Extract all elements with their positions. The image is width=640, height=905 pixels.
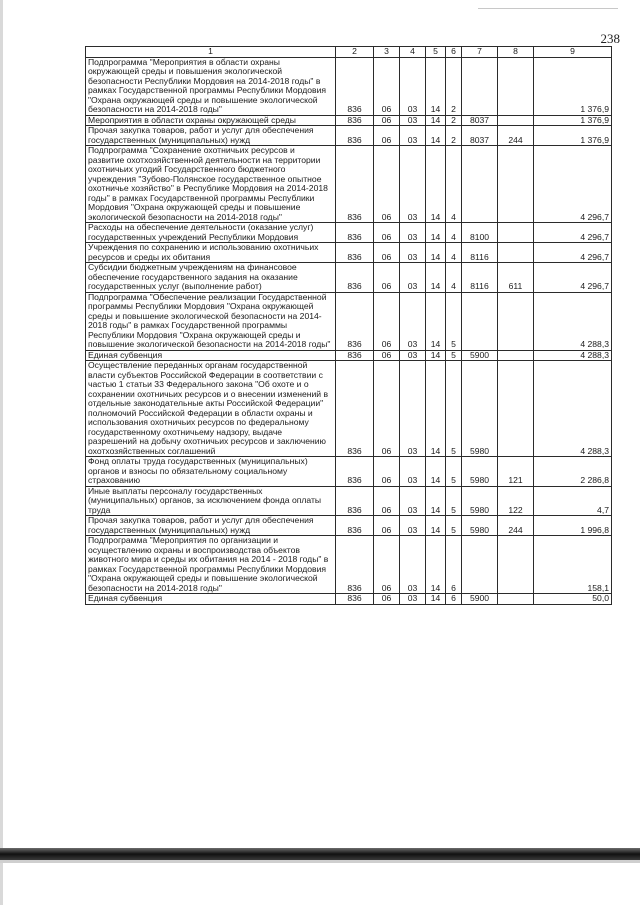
cell-section: 06 xyxy=(374,457,400,487)
cell-amount: 4,7 xyxy=(534,486,612,516)
cell-target-item xyxy=(462,292,498,350)
cell-section: 06 xyxy=(374,57,400,115)
budget-table xyxy=(85,46,612,605)
cell-name: Осуществление переданных органам государственной власти субъектов Российской Федерации в соответствии с частью 1 статьи 33 Федерального закона "Об охоте и о сохранении охотничьих ресурсов и о внесении изменений в отдельные законодательные акты Российской Федерации" полномочий Российской Федерации в области охраны и использования охотничьих ресурсов по федеральному государственному охотничьему надзору, выдаче разрешений на добычу охотничьих ресурсов и заключению охотхозяйственных соглашений xyxy=(86,361,336,457)
cell-name: Расходы на обеспечение деятельности (оказание услуг) государственных учреждений Республики Мордовия xyxy=(86,223,336,243)
cell-subprogram: 5 xyxy=(446,457,462,487)
cell-section: 06 xyxy=(374,350,400,361)
cell-amount: 4 296,7 xyxy=(534,223,612,243)
cell-section: 06 xyxy=(374,292,400,350)
cell-amount: 4 288,3 xyxy=(534,361,612,457)
cell-name: Фонд оплаты труда государственных (муниципальных) органов и взносы по обязательному социальному страхованию xyxy=(86,457,336,487)
cell-program: 14 xyxy=(426,243,446,263)
cell-name: Мероприятия в области охраны окружающей среды xyxy=(86,115,336,126)
cell-subprogram: 5 xyxy=(446,516,462,536)
cell-code: 836 xyxy=(336,223,374,243)
cell-code: 836 xyxy=(336,536,374,594)
cell-name: Подпрограмма "Мероприятия в области охраны окружающей среды и повышения экологической безопасности Республики Мордовия на 2014-2018 годы" в рамках Государственной программы Республики Мордовия "Охрана окружающей среды и повышение экологической безопасности на 2014-2018 годы" xyxy=(86,57,336,115)
cell-amount: 4 296,7 xyxy=(534,243,612,263)
cell-subprogram: 5 xyxy=(446,361,462,457)
cell-code: 836 xyxy=(336,243,374,263)
cell-target-item: 5900 xyxy=(462,594,498,605)
cell-subsection: 03 xyxy=(400,57,426,115)
cell-expense-type: 122 xyxy=(498,486,534,516)
cell-name: Прочая закупка товаров, работ и услуг для обеспечения государственных (муниципальных) нужд xyxy=(86,126,336,146)
cell-subprogram: 2 xyxy=(446,57,462,115)
cell-subsection: 03 xyxy=(400,126,426,146)
cell-section: 06 xyxy=(374,361,400,457)
cell-expense-type xyxy=(498,146,534,223)
table-row xyxy=(86,57,612,115)
column-header: 1 xyxy=(86,47,336,58)
cell-section: 06 xyxy=(374,263,400,293)
header-row xyxy=(86,47,612,58)
cell-amount: 50,0 xyxy=(534,594,612,605)
cell-expense-type xyxy=(498,361,534,457)
cell-expense-type xyxy=(498,57,534,115)
column-header: 5 xyxy=(426,47,446,58)
cell-name: Единая субвенция xyxy=(86,594,336,605)
cell-expense-type xyxy=(498,115,534,126)
cell-name: Подпрограмма "Сохранение охотничьих ресурсов и развитие охотхозяйственной деятельности на территории охотничьих угодий Государственного бюджетного учреждения "Зубово-Полянское государственное опытное охотничье хозяйство" в Республике Мордовия на 2014-2018 годы" в рамках Государственной программы Республики Мордовия "Охрана окружающей среды и повышение экологической безопасности на 2014-2018 годы" xyxy=(86,146,336,223)
cell-section: 06 xyxy=(374,486,400,516)
cell-expense-type xyxy=(498,536,534,594)
cell-code: 836 xyxy=(336,361,374,457)
cell-code: 836 xyxy=(336,486,374,516)
cell-subsection: 03 xyxy=(400,263,426,293)
cell-target-item: 5980 xyxy=(462,486,498,516)
cell-section: 06 xyxy=(374,594,400,605)
table-row xyxy=(86,263,612,293)
cell-target-item xyxy=(462,146,498,223)
cell-section: 06 xyxy=(374,223,400,243)
table-row xyxy=(86,126,612,146)
cell-target-item: 8100 xyxy=(462,223,498,243)
cell-target-item xyxy=(462,57,498,115)
cell-expense-type: 611 xyxy=(498,263,534,293)
cell-amount: 1 376,9 xyxy=(534,126,612,146)
table-row xyxy=(86,223,612,243)
cell-program: 14 xyxy=(426,292,446,350)
table-row xyxy=(86,594,612,605)
table-row xyxy=(86,292,612,350)
table-row xyxy=(86,146,612,223)
cell-name: Подпрограмма "Мероприятия по организации и осуществлению охраны и воспроизводства объектов животного мира и среды их обитания на 2014 - 2018 годы" в рамках Государственной программы Республики Мордовия "Охрана окружающей среды и повышение экологической безопасности на 2014-2018 годы" xyxy=(86,536,336,594)
cell-subsection: 03 xyxy=(400,223,426,243)
cell-subprogram: 2 xyxy=(446,115,462,126)
cell-section: 06 xyxy=(374,516,400,536)
table-row xyxy=(86,457,612,487)
cell-expense-type xyxy=(498,292,534,350)
cell-code: 836 xyxy=(336,350,374,361)
cell-code: 836 xyxy=(336,516,374,536)
cell-subprogram: 4 xyxy=(446,243,462,263)
cell-code: 836 xyxy=(336,263,374,293)
table-body xyxy=(86,57,612,604)
cell-subsection: 03 xyxy=(400,115,426,126)
cell-section: 06 xyxy=(374,243,400,263)
cell-target-item xyxy=(462,536,498,594)
cell-program: 14 xyxy=(426,486,446,516)
cell-subprogram: 5 xyxy=(446,292,462,350)
cell-amount: 4 296,7 xyxy=(534,263,612,293)
cell-program: 14 xyxy=(426,263,446,293)
cell-code: 836 xyxy=(336,57,374,115)
cell-expense-type xyxy=(498,594,534,605)
cell-program: 14 xyxy=(426,516,446,536)
cell-program: 14 xyxy=(426,361,446,457)
cell-subsection: 03 xyxy=(400,361,426,457)
cell-target-item: 8116 xyxy=(462,263,498,293)
cell-expense-type: 244 xyxy=(498,126,534,146)
table-row xyxy=(86,486,612,516)
cell-amount: 2 286,8 xyxy=(534,457,612,487)
scan-mark xyxy=(478,8,618,9)
cell-subsection: 03 xyxy=(400,350,426,361)
cell-section: 06 xyxy=(374,536,400,594)
cell-code: 836 xyxy=(336,457,374,487)
cell-amount: 4 288,3 xyxy=(534,292,612,350)
cell-expense-type: 121 xyxy=(498,457,534,487)
cell-amount: 4 288,3 xyxy=(534,350,612,361)
cell-subsection: 03 xyxy=(400,243,426,263)
column-header: 2 xyxy=(336,47,374,58)
cell-expense-type xyxy=(498,350,534,361)
cell-expense-type xyxy=(498,243,534,263)
cell-code: 836 xyxy=(336,115,374,126)
cell-name: Подпрограмма "Обеспечение реализации Государственной программы Республики Мордовия "Охрана окружающей среды и повышение экологической безопасности на 2014-2018 годы" в рамках Государственной программы Республики Мордовия "Охрана окружающей среды и повышение экологической безопасности на 2014-2018 годы" xyxy=(86,292,336,350)
cell-program: 14 xyxy=(426,457,446,487)
scan-edge xyxy=(0,0,3,905)
cell-section: 06 xyxy=(374,146,400,223)
scan-bottom-band xyxy=(0,848,640,860)
cell-amount: 158,1 xyxy=(534,536,612,594)
cell-program: 14 xyxy=(426,594,446,605)
table-row xyxy=(86,350,612,361)
cell-amount: 1 376,9 xyxy=(534,115,612,126)
cell-name: Учреждения по сохранению и использованию охотничьих ресурсов и среды их обитания xyxy=(86,243,336,263)
cell-program: 14 xyxy=(426,536,446,594)
cell-subsection: 03 xyxy=(400,536,426,594)
column-header: 6 xyxy=(446,47,462,58)
cell-subprogram: 5 xyxy=(446,486,462,516)
cell-subsection: 03 xyxy=(400,457,426,487)
cell-subprogram: 6 xyxy=(446,536,462,594)
cell-program: 14 xyxy=(426,57,446,115)
cell-subsection: 03 xyxy=(400,146,426,223)
cell-program: 14 xyxy=(426,126,446,146)
cell-subsection: 03 xyxy=(400,486,426,516)
cell-subsection: 03 xyxy=(400,594,426,605)
column-header: 4 xyxy=(400,47,426,58)
table-row xyxy=(86,361,612,457)
cell-subprogram: 6 xyxy=(446,594,462,605)
column-header: 7 xyxy=(462,47,498,58)
table-row xyxy=(86,115,612,126)
cell-amount: 4 296,7 xyxy=(534,146,612,223)
column-header: 8 xyxy=(498,47,534,58)
cell-expense-type: 244 xyxy=(498,516,534,536)
cell-code: 836 xyxy=(336,292,374,350)
cell-name: Единая субвенция xyxy=(86,350,336,361)
cell-amount: 1 996,8 xyxy=(534,516,612,536)
column-header: 3 xyxy=(374,47,400,58)
cell-subsection: 03 xyxy=(400,516,426,536)
cell-program: 14 xyxy=(426,146,446,223)
table-row xyxy=(86,516,612,536)
cell-expense-type xyxy=(498,223,534,243)
cell-program: 14 xyxy=(426,115,446,126)
cell-subprogram: 2 xyxy=(446,126,462,146)
cell-target-item: 5980 xyxy=(462,516,498,536)
cell-code: 836 xyxy=(336,126,374,146)
cell-name: Прочая закупка товаров, работ и услуг для обеспечения государственных (муниципальных) нужд xyxy=(86,516,336,536)
cell-program: 14 xyxy=(426,350,446,361)
cell-section: 06 xyxy=(374,115,400,126)
cell-subprogram: 4 xyxy=(446,263,462,293)
cell-target-item: 8037 xyxy=(462,115,498,126)
cell-subprogram: 5 xyxy=(446,350,462,361)
cell-target-item: 5980 xyxy=(462,457,498,487)
cell-amount: 1 376,9 xyxy=(534,57,612,115)
cell-target-item: 5900 xyxy=(462,350,498,361)
cell-subsection: 03 xyxy=(400,292,426,350)
cell-name: Иные выплаты персоналу государственных (муниципальных) органов, за исключением фонда оплаты труда xyxy=(86,486,336,516)
cell-target-item: 8116 xyxy=(462,243,498,263)
scan-bottom-shadow xyxy=(0,860,640,863)
cell-target-item: 5980 xyxy=(462,361,498,457)
column-header: 9 xyxy=(534,47,612,58)
cell-name: Субсидии бюджетным учреждениям на финансовое обеспечение государственного задания на оказание государственных услуг (выполнение работ) xyxy=(86,263,336,293)
cell-section: 06 xyxy=(374,126,400,146)
page-number: 238 xyxy=(600,31,620,46)
cell-target-item: 8037 xyxy=(462,126,498,146)
table-row xyxy=(86,536,612,594)
table-row xyxy=(86,243,612,263)
cell-code: 836 xyxy=(336,594,374,605)
cell-subprogram: 4 xyxy=(446,223,462,243)
cell-subprogram: 4 xyxy=(446,146,462,223)
cell-program: 14 xyxy=(426,223,446,243)
cell-code: 836 xyxy=(336,146,374,223)
